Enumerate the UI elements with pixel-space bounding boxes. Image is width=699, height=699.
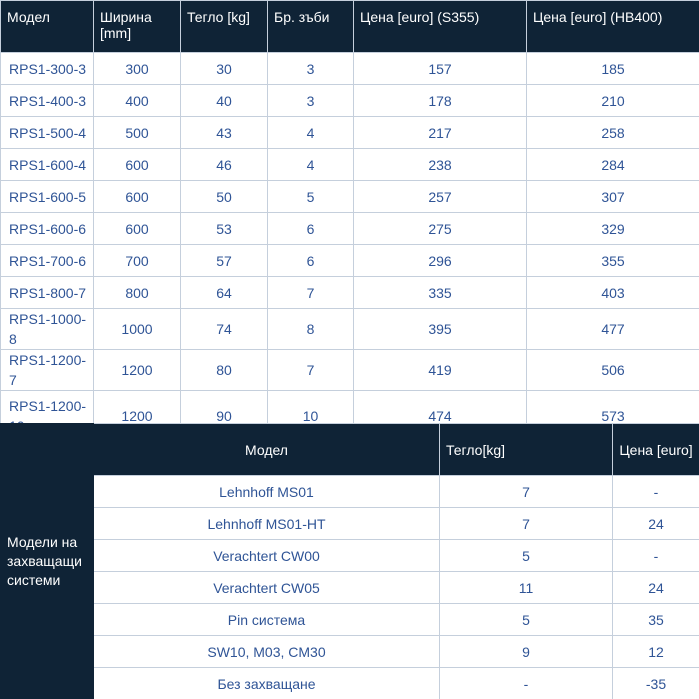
cell-width: 300: [94, 53, 181, 85]
header-width: Ширина [mm]: [94, 1, 181, 53]
cell-width: 600: [94, 181, 181, 213]
cell-width: 600: [94, 149, 181, 181]
cell-price-s355: 238: [354, 149, 527, 181]
cell-weight: 74: [181, 309, 268, 350]
cell-coupling-price: -: [613, 476, 699, 508]
cell-price-hb400: 284: [527, 149, 699, 181]
cell-width: 500: [94, 117, 181, 149]
cell-weight: 64: [181, 277, 268, 309]
table-row: [1, 309, 699, 350]
cell-width: 1200: [94, 350, 181, 391]
table-row: [1, 149, 699, 181]
cell-coupling-model: Verachtert CW05: [94, 572, 440, 604]
cell-weight: 57: [181, 245, 268, 277]
cell-weight: 40: [181, 85, 268, 117]
cell-model: RPS1-500-4: [1, 117, 94, 149]
header-model: Модел: [1, 1, 94, 53]
cell-weight: 53: [181, 213, 268, 245]
cell-price-s355: 419: [354, 350, 527, 391]
cell-price-hb400: 403: [527, 277, 699, 309]
cell-weight: 30: [181, 53, 268, 85]
cell-coupling-model: Lehnhoff MS01: [94, 476, 440, 508]
table-row: [1, 85, 699, 117]
cell-price-s355: 395: [354, 309, 527, 350]
cell-coupling-model: Verachtert CW00: [94, 540, 440, 572]
cell-weight: 50: [181, 181, 268, 213]
cell-width: 1000: [94, 309, 181, 350]
cell-price-s355: 257: [354, 181, 527, 213]
table-row: [1, 572, 699, 604]
cell-teeth: 7: [268, 277, 354, 309]
header-price-hb400: Цена [euro] (HB400): [527, 1, 699, 53]
table-row: [1, 181, 699, 213]
cell-model: RPS1-800-7: [1, 277, 94, 309]
cell-width: 700: [94, 245, 181, 277]
cell-weight: 80: [181, 350, 268, 391]
table-row: [1, 245, 699, 277]
cell-price-hb400: 307: [527, 181, 699, 213]
cell-width: 400: [94, 85, 181, 117]
cell-weight: 46: [181, 149, 268, 181]
cell-coupling-price: 35: [613, 604, 699, 636]
cell-teeth: 8: [268, 309, 354, 350]
coupling-side-label: Модели на захващащи системи: [1, 424, 94, 699]
cell-model: RPS1-300-3: [1, 53, 94, 85]
cell-model: RPS1-600-5: [1, 181, 94, 213]
cell-teeth: 4: [268, 117, 354, 149]
cell-coupling-weight: 5: [440, 604, 613, 636]
cell-price-s355: 335: [354, 277, 527, 309]
table-row: [1, 350, 699, 391]
cell-teeth: 6: [268, 213, 354, 245]
table-row: [1, 476, 699, 508]
cell-coupling-weight: 7: [440, 476, 613, 508]
cell-teeth: 4: [268, 149, 354, 181]
spec-table-header: [1, 1, 699, 53]
table-row: [1, 277, 699, 309]
cell-coupling-weight: 7: [440, 508, 613, 540]
cell-price-hb400: 573: [527, 391, 699, 442]
cell-teeth: 10: [268, 391, 354, 442]
coupling-table-header: [1, 424, 699, 476]
cell-teeth: 3: [268, 85, 354, 117]
cell-coupling-price: 24: [613, 508, 699, 540]
table-row: [1, 668, 699, 699]
table-row: [1, 117, 699, 149]
cell-price-hb400: 477: [527, 309, 699, 350]
cell-price-s355: 296: [354, 245, 527, 277]
cell-price-s355: 474: [354, 391, 527, 442]
cell-teeth: 6: [268, 245, 354, 277]
cell-coupling-weight: 9: [440, 636, 613, 668]
cell-price-hb400: 210: [527, 85, 699, 117]
cell-coupling-weight: 11: [440, 572, 613, 604]
header-coupling-model: Модел: [94, 424, 440, 476]
cell-price-hb400: 329: [527, 213, 699, 245]
header-coupling-weight: Тегло[kg]: [440, 424, 613, 476]
cell-model: RPS1-1200-: [1, 391, 94, 442]
cell-price-s355: 217: [354, 117, 527, 149]
cell-coupling-weight: 5: [440, 540, 613, 572]
table-row: [1, 508, 699, 540]
cell-model: RPS1-1200-7: [1, 350, 94, 391]
cell-model: RPS1-1000-8: [1, 309, 94, 350]
coupling-table: [0, 423, 699, 699]
cell-model: RPS1-700-6: [1, 245, 94, 277]
header-teeth: Бр. зъби: [268, 1, 354, 53]
cell-coupling-price: 12: [613, 636, 699, 668]
cell-coupling-price: 24: [613, 572, 699, 604]
cell-width: 800: [94, 277, 181, 309]
cell-weight: 90: [181, 391, 268, 442]
cell-price-s355: 178: [354, 85, 527, 117]
cell-price-s355: 275: [354, 213, 527, 245]
cell-coupling-model: Без захващане: [94, 668, 440, 699]
cell-teeth: 5: [268, 181, 354, 213]
cell-coupling-price: -35: [613, 668, 699, 699]
cell-teeth: 7: [268, 350, 354, 391]
table-row: [1, 540, 699, 572]
cell-coupling-weight: -: [440, 668, 613, 699]
cell-price-hb400: 258: [527, 117, 699, 149]
header-price-s355: Цена [euro] (S355): [354, 1, 527, 53]
table-row: [1, 213, 699, 245]
cell-weight: 43: [181, 117, 268, 149]
cell-price-hb400: 506: [527, 350, 699, 391]
cell-coupling-model: Lehnhoff MS01-HT: [94, 508, 440, 540]
cell-model: RPS1-600-4: [1, 149, 94, 181]
table-row: [1, 604, 699, 636]
cell-width: 600: [94, 213, 181, 245]
cell-price-hb400: 355: [527, 245, 699, 277]
cell-coupling-price: -: [613, 540, 699, 572]
cell-price-s355: 157: [354, 53, 527, 85]
cell-price-hb400: 185: [527, 53, 699, 85]
cell-model: RPS1-600-6: [1, 213, 94, 245]
cell-coupling-model: Pin система: [94, 604, 440, 636]
header-weight: Тегло [kg]: [181, 1, 268, 53]
table-row: [1, 636, 699, 668]
header-coupling-price: Цена [euro]: [613, 424, 699, 476]
table-row: [1, 53, 699, 85]
cell-width: 1200: [94, 391, 181, 442]
cell-model: RPS1-400-3: [1, 85, 94, 117]
cell-teeth: 3: [268, 53, 354, 85]
cell-coupling-model: SW10, M03, CM30: [94, 636, 440, 668]
